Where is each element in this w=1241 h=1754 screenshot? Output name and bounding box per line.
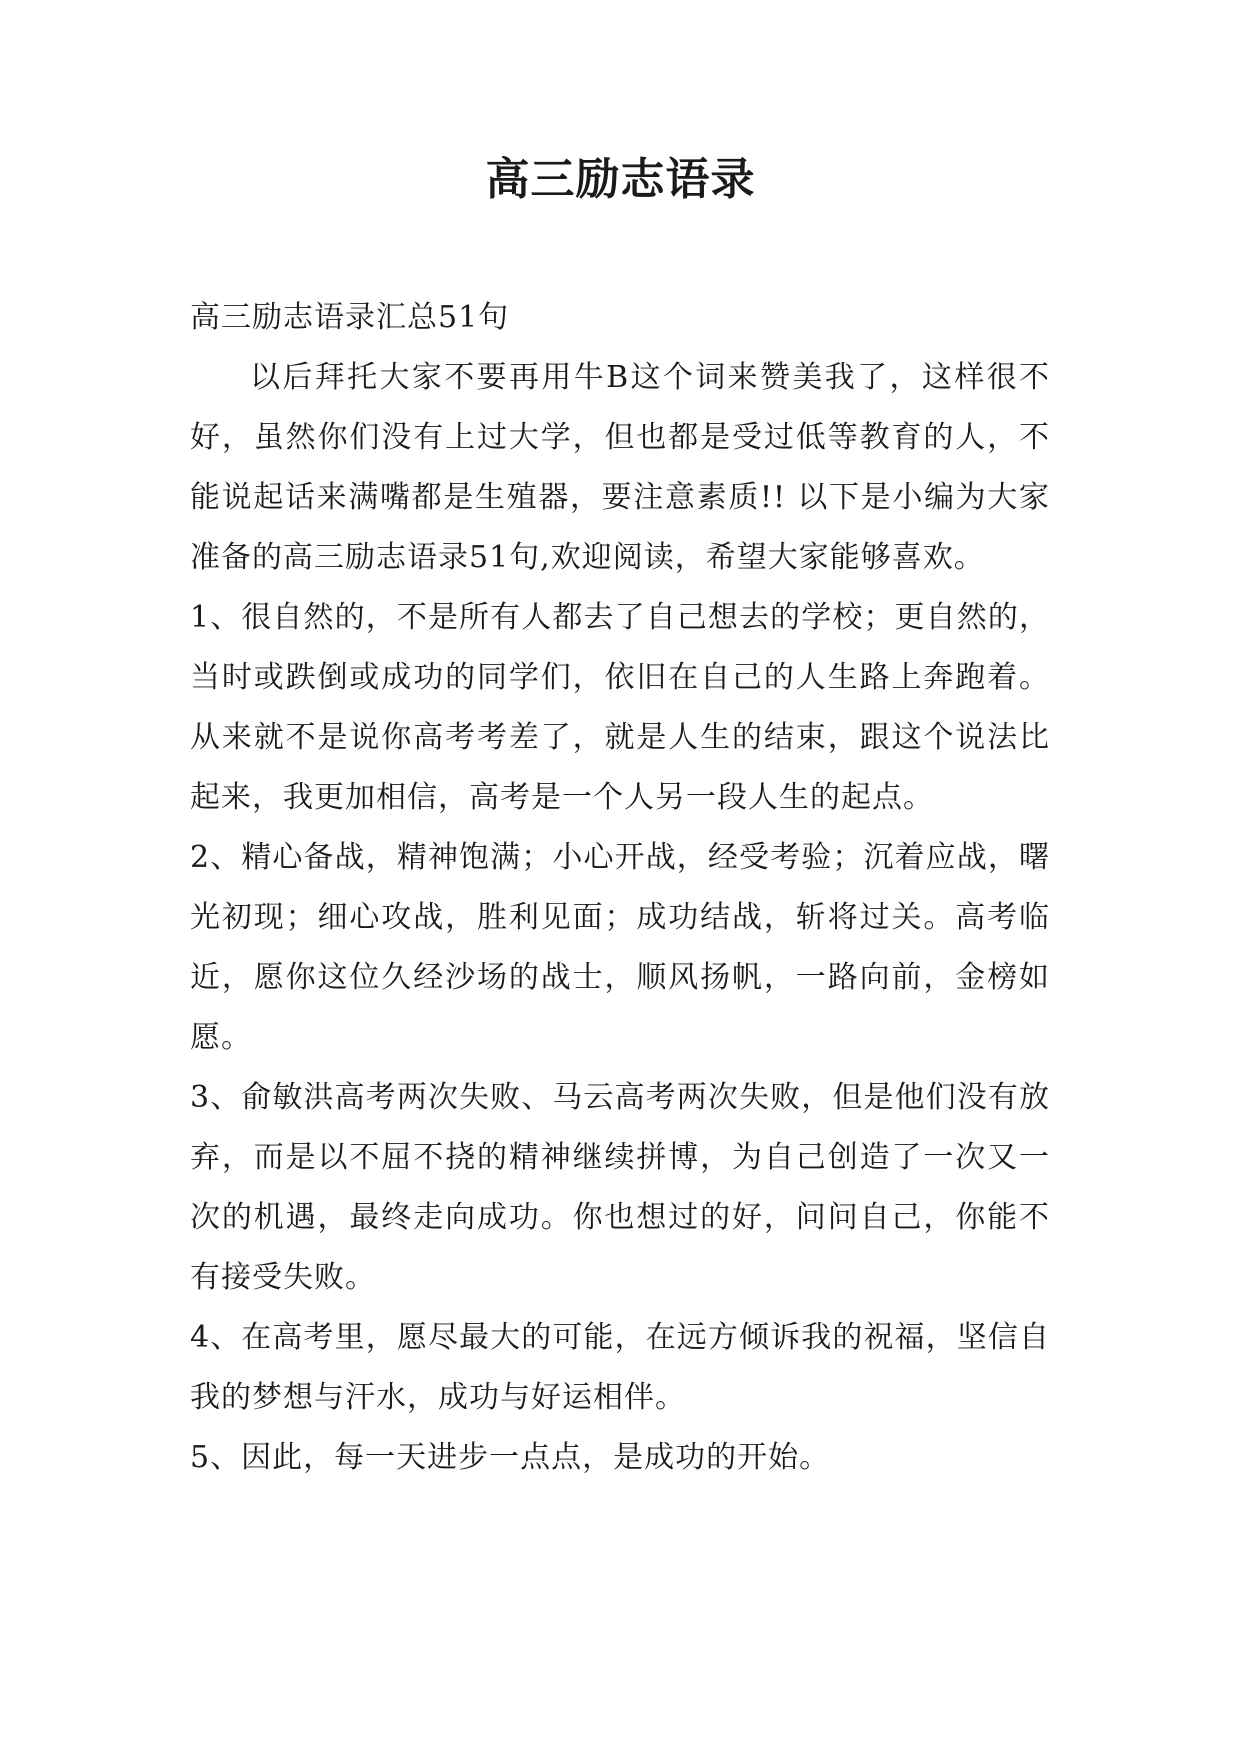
document-body	[190, 288, 1050, 1488]
quote-item-1: 1、很自然的，不是所有人都去了自己想去的学校；更自然的，当时或跌倒或成功的同学们，依旧在自己的人生路上奔跑着。从来就不是说你高考考差了，就是人生的结束，跟这个说法比起来，我更加相信，高考是一个人另一段人生的起点。	[190, 600, 1050, 815]
quote-item-3: 3、俞敏洪高考两次失败、马云高考两次失败，但是他们没有放弃，而是以不屈不挠的精神继续拼博，为自己创造了一次又一次的机遇，最终走向成功。你也想过的好，问问自己，你能不有接受失败。	[190, 1080, 1050, 1295]
quote-item-5: 5、因此，每一天进步一点点，是成功的开始。	[190, 1440, 831, 1475]
quote-item-4: 4、在高考里，愿尽最大的可能，在远方倾诉我的祝福，坚信自我的梦想与汗水，成功与好运相伴。	[190, 1320, 1050, 1415]
page-title: 高三励志语录	[485, 154, 756, 205]
subtitle: 高三励志语录汇总51句	[190, 300, 510, 335]
quote-item-2: 2、精心备战，精神饱满；小心开战，经受考验；沉着应战，曙光初现；细心攻战，胜利见面；成功结战，斩将过关。高考临近，愿你这位久经沙场的战士，顺风扬帆，一路向前，金榜如愿。	[190, 840, 1050, 1055]
intro-paragraph: 以后拜托大家不要再用牛B这个词来赞美我了，这样很不好，虽然你们没有上过大学，但也都是受过低等教育的人，不能说起话来满嘴都是生殖器，要注意素质!! 以下是小编为大家准备的高三励志语录51句,欢迎阅读，希望大家能够喜欢。	[190, 360, 1050, 575]
